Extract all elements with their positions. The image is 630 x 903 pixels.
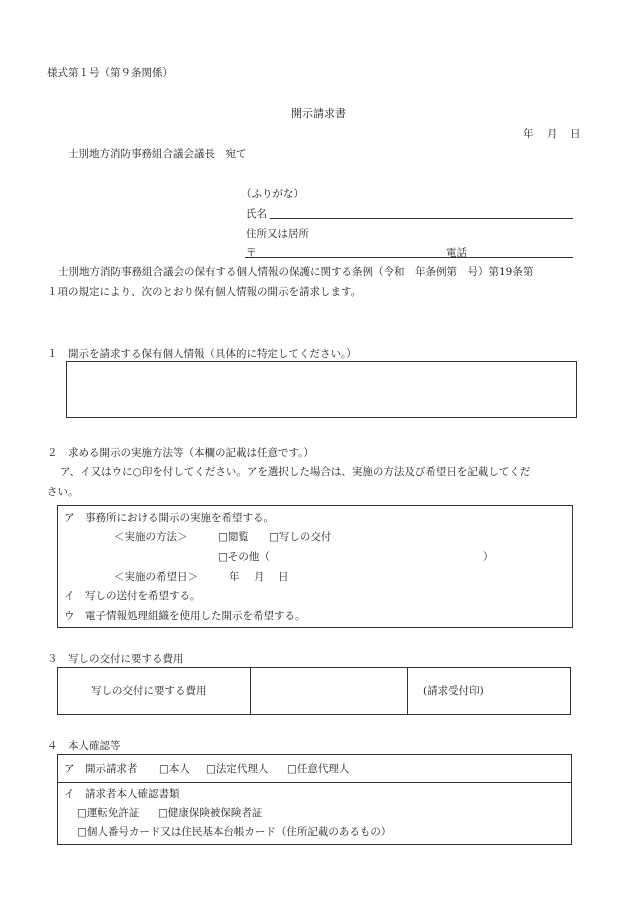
drivers-license-checkbox[interactable]: □運転免許証 [77, 807, 140, 819]
date-year: 年 [523, 128, 534, 140]
fee-table [57, 667, 571, 715]
addressee: 士別地方消防事務組合議会議長 宛て [68, 148, 247, 160]
identity-table [57, 754, 572, 845]
preferred-year: 年 [229, 571, 240, 583]
furigana-label: （ふりがな） [241, 188, 304, 200]
requester-self-checkbox[interactable]: □本人 [159, 763, 190, 775]
method-other-checkbox[interactable]: □その他（ [218, 551, 270, 563]
method-view-checkbox[interactable]: □閲覧 [218, 531, 249, 543]
requester-voluntary-checkbox[interactable]: □任意代理人 [287, 763, 350, 775]
requested-info-field[interactable] [66, 361, 577, 418]
method-label: ＜実施の方法＞ [114, 531, 188, 543]
intro-line-1: 士別地方消防事務組合議会の保有する個人情報の保護に関する条例（令和 年条例第 号）第19条第 [58, 266, 534, 278]
form-title: 開示請求書 [291, 107, 346, 120]
intro-line-2: １項の規定により、次のとおり保有個人情報の開示を請求します。 [47, 286, 362, 298]
requester-type-label: ア 開示請求者 [64, 763, 138, 775]
fee-divider-2 [407, 668, 408, 714]
preferred-day: 日 [278, 571, 289, 583]
name-field[interactable] [270, 218, 573, 219]
option-b[interactable]: イ 写しの送付を希望する。 [64, 590, 201, 602]
option-c[interactable]: ウ 電子情報処理組織を使用した開示を希望する。 [64, 610, 306, 622]
preferred-month: 月 [254, 571, 265, 583]
date-label: ＜実施の希望日＞ [114, 571, 198, 583]
name-label: 氏名 [246, 208, 267, 220]
postal-label: 〒 [246, 247, 257, 259]
health-insurance-checkbox[interactable]: □健康保険被保険者証 [158, 807, 263, 819]
identity-divider [58, 782, 571, 783]
section3-heading: ３ 写しの交付に要する費用 [47, 653, 184, 665]
method-copy-checkbox[interactable]: □写しの交付 [269, 531, 332, 543]
date-month: 月 [547, 128, 558, 140]
phone-label: 電話 [446, 247, 467, 259]
form-number: 様式第１号（第９条関係） [47, 67, 173, 79]
date-day: 日 [570, 128, 581, 140]
section2-heading: ２ 求める開示の実施方法等（本欄の記載は任意です。） [47, 447, 314, 459]
method-other-close: ） [483, 551, 494, 563]
fee-divider-1 [250, 668, 251, 714]
section2-note-1: ア、イ又はウに○印を付してください。アを選択した場合は、実施の方法及び希望日を記載してくだ [60, 466, 531, 478]
stamp-label: (請求受付印) [423, 685, 484, 697]
fee-label: 写しの交付に要する費用 [91, 685, 207, 697]
id-docs-label: イ 請求者本人確認書類 [64, 788, 180, 800]
section4-heading: ４ 本人確認等 [47, 740, 121, 752]
option-a[interactable]: ア 事務所における開示の実施を希望する。 [64, 512, 274, 524]
section2-note-2: さい。 [47, 486, 79, 498]
address-label: 住所又は居所 [246, 228, 309, 240]
mynumber-card-checkbox[interactable]: □個人番号カード又は住民基本台帳カード（住所記載のあるもの） [77, 826, 392, 838]
section1-heading: １ 開示を請求する保有個人情報（具体的に特定してください。） [47, 348, 357, 360]
method-box [57, 505, 573, 628]
requester-legal-checkbox[interactable]: □法定代理人 [206, 763, 269, 775]
address-field[interactable] [245, 257, 573, 258]
